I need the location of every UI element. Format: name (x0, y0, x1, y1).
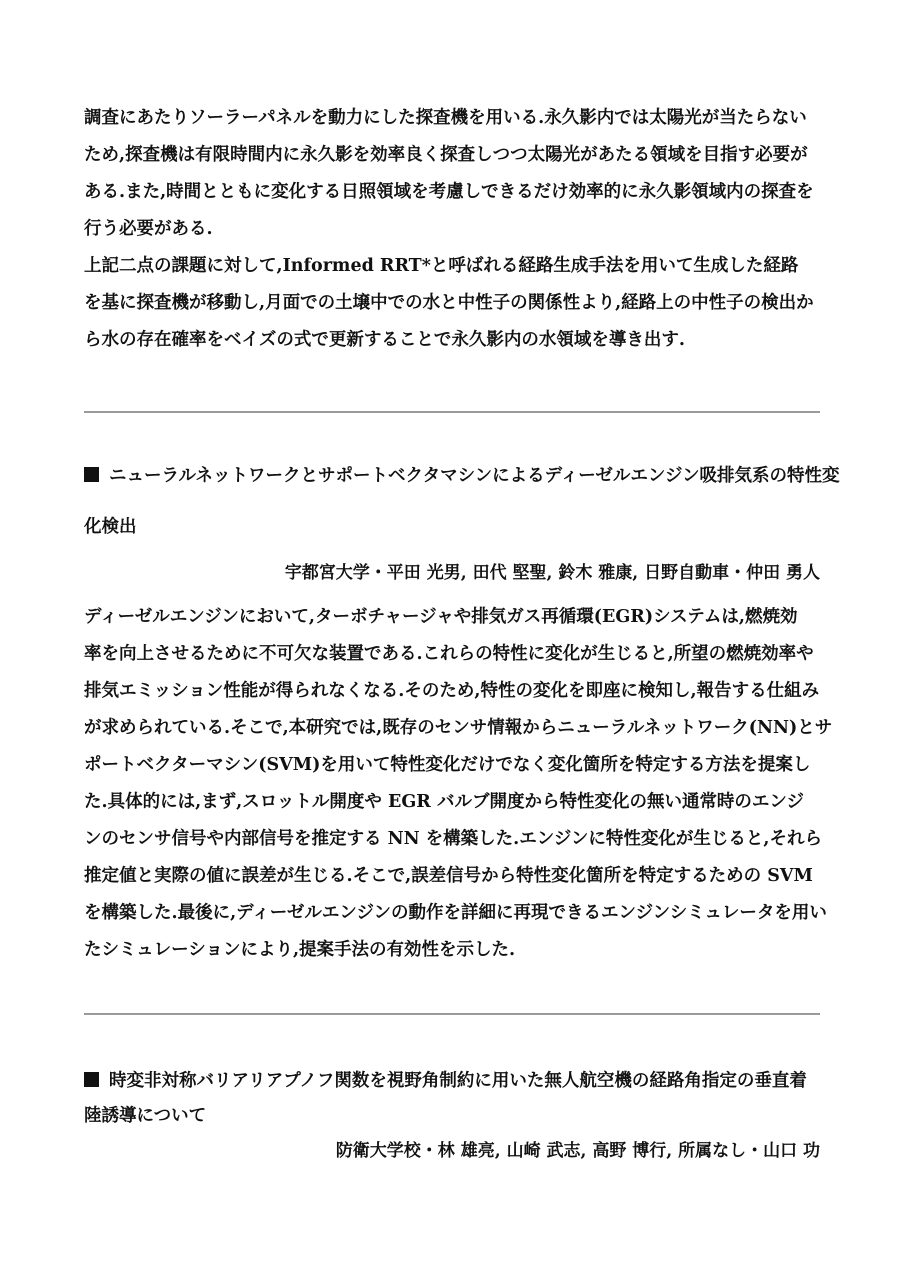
paragraph-line: が求められている.そこで,本研究では,既存のセンサ情報からニューラルネットワーク(NN)とサ (84, 718, 833, 738)
section-divider (84, 411, 820, 413)
section2-abstract (84, 599, 833, 969)
section3-title-text-line2: 陸誘導について (84, 1106, 207, 1126)
paragraph-line: を構築した.最後に,ディーゼルエンジンの動作を詳細に再現できるエンジンシミュレータを用い (84, 903, 827, 923)
paragraph-line: た.具体的には,まず,スロットル開度や EGR バルブ開度から特性変化の無い通常時のエンジ (84, 792, 804, 812)
title-line-1 (84, 462, 840, 487)
section2-title (84, 462, 840, 538)
section3-authors: 防衛大学校・林 雄亮, 山崎 武志, 高野 博行, 所属なし・山口 功 (335, 1141, 820, 1161)
paragraph-line: ディーゼルエンジンにおいて,ターボチャージャや排気ガス再循環(EGR)システムは,燃焼効 (84, 607, 798, 627)
paragraph-line: を基に探査機が移動し,月面での土壌中での水と中性子の関係性より,経路上の中性子の検出か (84, 293, 814, 313)
paragraph-line: ポートベクターマシン(SVM)を用いて特性変化だけでなく変化箇所を特定する方法を提案し (84, 755, 811, 775)
section1-paragraph (84, 100, 824, 359)
paragraph-line: ため,探査機は有限時間内に永久影を効率良く探査しつつ太陽光があたる領域を目指す必要が (84, 145, 808, 165)
section3-title-text: 時変非対称バリアリアプノフ関数を視野角制約に用いた無人航空機の経路角指定の垂直着 (109, 1071, 807, 1091)
paragraph-line: 排気エミッション性能が得られなくなる.そのため,特性の変化を即座に検知し,報告する仕組み (84, 681, 820, 701)
paragraph-line: 推定値と実際の値に誤差が生じる.そこで,誤差信号から特性変化箇所を特定するための SVM (84, 866, 813, 886)
section-divider (84, 1013, 820, 1015)
black-square-icon (84, 467, 99, 482)
section2-title-text-line2: 化検出 (84, 517, 137, 537)
black-square-icon (84, 1072, 99, 1087)
paragraph-line: ら水の存在確率をベイズの式で更新することで永久影内の水領域を導き出す. (84, 330, 685, 350)
paragraph-line: 率を向上させるために不可欠な装置である.これらの特性に変化が生じると,所望の燃焼効率や (84, 644, 814, 664)
paragraph-line: たシミュレーションにより,提案手法の有効性を示した. (84, 940, 516, 960)
paragraph-line: 上記二点の課題に対して,Informed RRT*と呼ばれる経路生成手法を用いて生成した経路 (84, 256, 799, 276)
title-line-1 (84, 1067, 824, 1092)
section2-authors: 宇都宮大学・平田 光男, 田代 堅聖, 鈴木 雅康, 日野自動車・仲田 勇人 (284, 563, 820, 583)
section2-title-text: ニューラルネットワークとサポートベクタマシンによるディーゼルエンジン吸排気系の特性変 (109, 466, 840, 486)
paragraph-line: 行う必要がある. (84, 219, 213, 239)
paragraph-line: ある.また,時間とともに変化する日照領域を考慮しできるだけ効率的に永久影領域内の探査を (84, 182, 814, 202)
section3-title (84, 1067, 824, 1127)
paragraph-line: ンのセンサ信号や内部信号を推定する NN を構築した.エンジンに特性変化が生じると,それら (84, 829, 822, 849)
paragraph-line: 調査にあたりソーラーパネルを動力にした探査機を用いる.永久影内では太陽光が当たらない (84, 108, 807, 128)
